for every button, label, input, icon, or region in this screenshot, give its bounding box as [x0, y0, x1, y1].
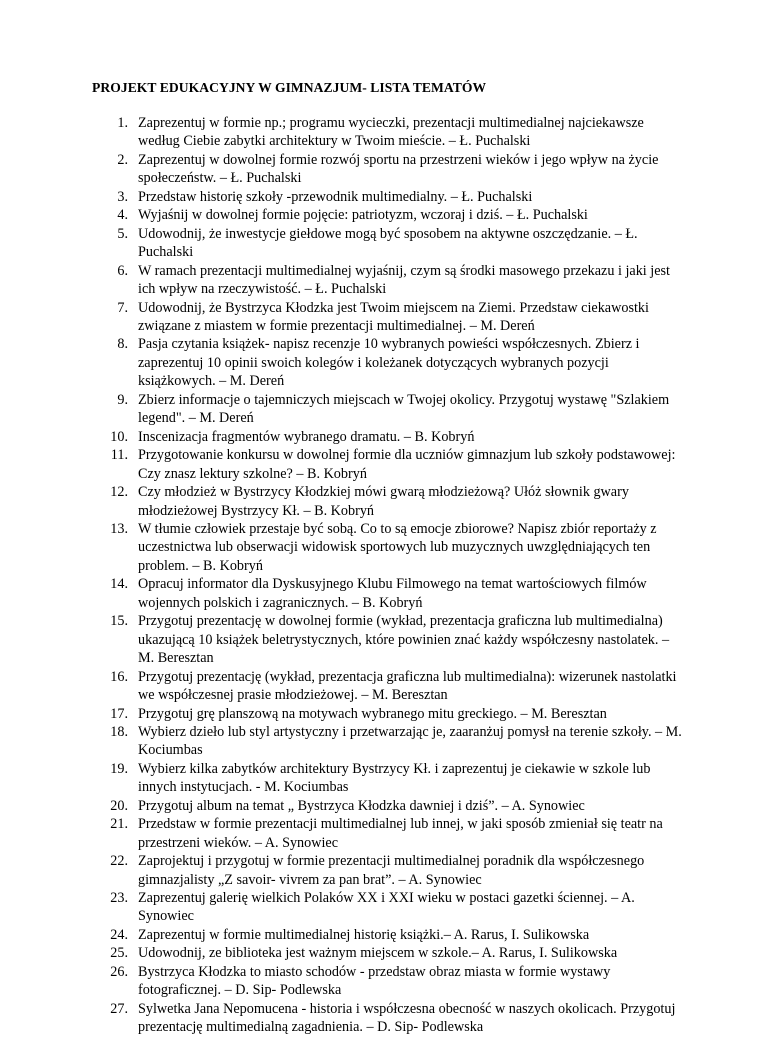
- topic-number: 25.: [110, 945, 128, 962]
- topic-number: 11.: [110, 447, 128, 464]
- topic-number: 10.: [110, 428, 128, 445]
- topic-text: Zaprezentuj w formie np.; programu wycieczki, prezentacji multimedialnej najciekawsze według Ciebie zabytki architektury w Twoim mieście. – Ł. Puchalski: [138, 115, 644, 150]
- topic-number: 2.: [117, 151, 128, 168]
- topic-number: 26.: [110, 963, 128, 980]
- topic-text: Zbierz informacje o tajemniczych miejscach w Twojej okolicy. Przygotuj wystawę "Szlakiem legend". – M. Dereń: [138, 391, 670, 427]
- topic-text: W ramach prezentacji multimedialnej wyjaśnij, czym są środki masowego przekazu i jaki jest ich wpływ na rzeczywistość. – Ł. Puchalski: [138, 262, 670, 298]
- topic-text: Przedstaw historię szkoły -przewodnik multimedialny. – Ł. Puchalski: [138, 188, 533, 205]
- topic-number: 5.: [117, 225, 128, 242]
- topic-number: 24.: [110, 926, 128, 943]
- topic-number: 18.: [110, 723, 128, 740]
- topic-item: [92, 446, 688, 483]
- topic-item: [92, 612, 688, 667]
- topic-item: [92, 428, 688, 446]
- topic-number: 4.: [117, 207, 128, 224]
- topic-number: 16.: [110, 668, 128, 685]
- topic-item: [92, 926, 688, 944]
- topic-item: [92, 391, 688, 428]
- topic-text: Przedstaw w formie prezentacji multimedialnej lub innej, w jaki sposób zmieniał się teatr na przestrzeni wieków. – A. Synowiec: [138, 816, 663, 851]
- topic-text: Udowodnij, że Bystrzyca Kłodzka jest Twoim miejscem na Ziemi. Przedstaw ciekawostki związane z miastem w formie prezentacji multimedialnej. – M. Dereń: [138, 299, 649, 334]
- topic-item: [92, 335, 688, 390]
- topic-text: Przygotuj grę planszową na motywach wybranego mitu greckiego. – M. Beresztan: [138, 705, 607, 722]
- topic-text: Wybierz kilka zabytków architektury Bystrzycy Kł. i zaprezentuj je ciekawie w szkole lub innych instytucjach. - M. Kociumbas: [138, 760, 651, 796]
- document-title: PROJEKT EDUKACYJNY W GIMNAZJUM- LISTA TEMATÓW: [92, 80, 487, 95]
- topic-list: [92, 114, 688, 1037]
- topic-number: 17.: [110, 705, 128, 722]
- topic-number: 9.: [117, 391, 128, 408]
- topic-text: Udowodnij, ze biblioteka jest ważnym miejscem w szkole.– A. Rarus, I. Sulikowska: [138, 945, 618, 962]
- topic-number: 8.: [117, 336, 128, 353]
- topic-text: Inscenizacja fragmentów wybranego dramatu. – B. Kobryń: [138, 428, 475, 445]
- topic-number: 14.: [110, 576, 128, 593]
- topic-text: Sylwetka Jana Nepomucena - historia i współczesna obecność w naszych okolicach. Przygotuj prezentację multimedialną zagadnienia. – D. Sip- Podlewska: [138, 1000, 676, 1036]
- topic-item: [92, 225, 688, 262]
- topic-item: [92, 483, 688, 520]
- topic-item: [92, 262, 688, 299]
- topic-number: 21.: [110, 816, 128, 833]
- topic-item: [92, 815, 688, 852]
- topic-text: Zaprezentuj w formie multimedialnej historię książki.– A. Rarus, I. Sulikowska: [138, 926, 590, 943]
- topic-item: [92, 520, 688, 575]
- topic-number: 27.: [110, 1000, 128, 1017]
- topic-text: Wyjaśnij w dowolnej formie pojęcie: patriotyzm, wczoraj i dziś. – Ł. Puchalski: [138, 207, 588, 224]
- topic-item: [92, 114, 688, 151]
- topic-text: Przygotowanie konkursu w dowolnej formie dla uczniów gimnazjum lub szkoły podstawowej: Czy znasz lektury szkolne? – B. Kobryń: [138, 447, 676, 482]
- topic-number: 23.: [110, 890, 128, 907]
- topic-text: Udowodnij, że inwestycje giełdowe mogą być sposobem na aktywne oszczędzanie. – Ł. Puchalski: [138, 225, 638, 261]
- topic-number: 15.: [110, 613, 128, 630]
- topic-text: Pasja czytania książek- napisz recenzje 10 wybranych powieści współczesnych. Zbierz i zaprezentuj 10 opinii swoich kolegów i koleżanek dotyczących wybranych pozycji książkowych. – M. Dereń: [138, 336, 640, 390]
- topic-text: Przygotuj prezentację w dowolnej formie (wykład, prezentacja graficzna lub multimedialna) ukazującą 10 książek beletrystycznych, które powinien znać każdy współczesny nastolatek. – M. Beresztan: [138, 613, 670, 667]
- topic-number: 1.: [117, 115, 128, 131]
- topic-number: 7.: [117, 299, 128, 316]
- topic-item: [92, 723, 688, 760]
- topic-number: 13.: [110, 520, 128, 537]
- topic-text: Bystrzyca Kłodzka to miasto schodów - przedstaw obraz miasta w formie wystawy fotograficznej. – D. Sip- Podlewska: [138, 963, 611, 999]
- topic-item: [92, 944, 688, 962]
- topic-text: Zaprezentuj w dowolnej formie rozwój sportu na przestrzeni wieków i jego wpływ na życie społeczeństw. – Ł. Puchalski: [138, 151, 659, 187]
- topic-number: 3.: [117, 188, 128, 205]
- topic-text: Wybierz dzieło lub styl artystyczny i przetwarzając je, zaaranżuj pomysł na terenie szkoły. – M. Kociumbas: [138, 723, 682, 759]
- topic-text: Zaprezentuj galerię wielkich Polaków XX i XXI wieku w postaci gazetki ściennej. – A. Synowiec: [138, 890, 635, 925]
- topic-text: Zaprojektuj i przygotuj w formie prezentacji multimedialnej poradnik dla współczesnego gimnazjalisty „Z savoir- vivrem za pan brat”. – A. Synowiec: [138, 853, 645, 888]
- topic-item: [92, 760, 688, 797]
- topic-item: [92, 151, 688, 188]
- topic-text: Przygotuj prezentację (wykład, prezentacja graficzna lub multimedialna): wizerunek nastolatki we współczesnej prasie młodzieżowej. – M. Beresztan: [138, 668, 677, 704]
- topic-item: [92, 797, 688, 815]
- topic-item: [92, 852, 688, 889]
- topic-item: [92, 963, 688, 1000]
- topic-item: [92, 188, 688, 206]
- topic-number: 19.: [110, 760, 128, 777]
- topic-text: W tłumie człowiek przestaje być sobą. Co to są emocje zbiorowe? Napisz zbiór reportaży z uczestnictwa lub obserwacji widowisk sportowych lub muzycznych uwzględniających ten problem. – B. Kobryń: [138, 520, 657, 574]
- topic-number: 12.: [110, 484, 128, 501]
- topic-item: [92, 575, 688, 612]
- topic-item: [92, 705, 688, 723]
- topic-item: [92, 668, 688, 705]
- topic-text: Przygotuj album na temat „ Bystrzyca Kłodzka dawniej i dziś”. – A. Synowiec: [138, 797, 585, 814]
- topic-item: [92, 1000, 688, 1037]
- topic-number: 20.: [110, 797, 128, 814]
- topic-item: [92, 206, 688, 224]
- topic-text: Czy młodzież w Bystrzycy Kłodzkiej mówi gwarą młodzieżową? Ułóż słownik gwary młodzieżowej Bystrzycy Kł. – B. Kobryń: [138, 484, 629, 519]
- topic-text: Opracuj informator dla Dyskusyjnego Klubu Filmowego na temat wartościowych filmów wojennych polskich i zagranicznych. – B. Kobryń: [138, 576, 647, 611]
- topic-number: 6.: [117, 262, 128, 279]
- topic-item: [92, 299, 688, 336]
- topic-number: 22.: [110, 853, 128, 870]
- topic-item: [92, 889, 688, 926]
